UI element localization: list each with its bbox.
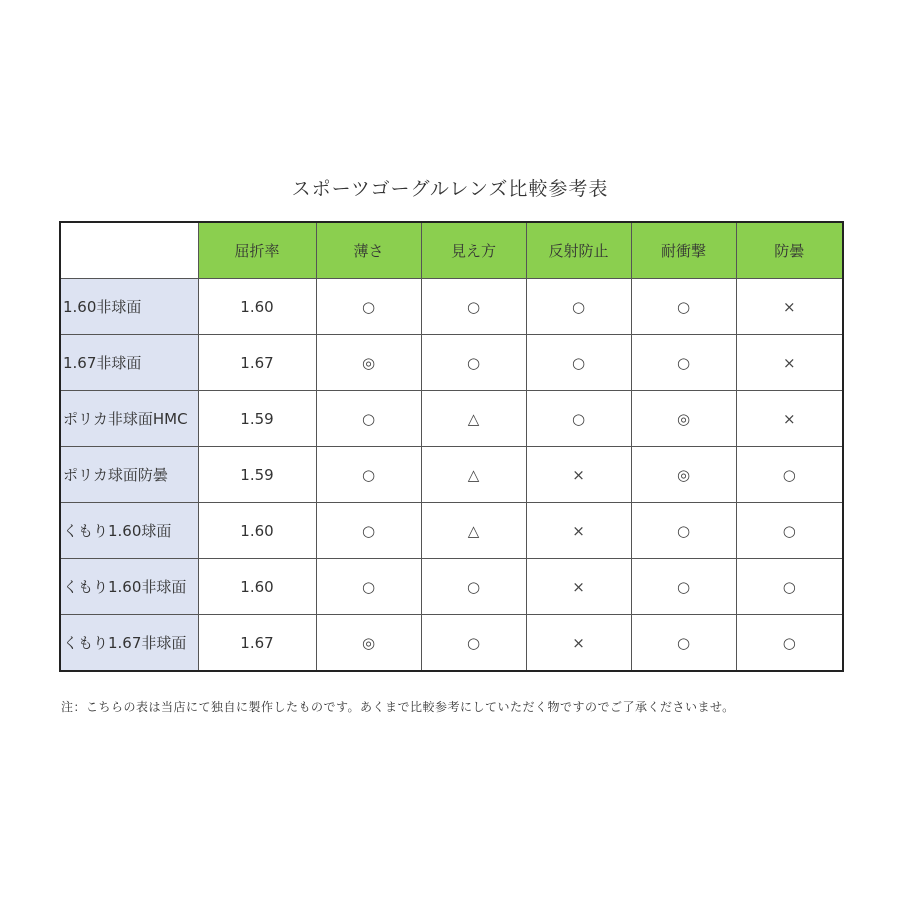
table-cell: 1.67 — [198, 335, 316, 391]
column-header-impact-resistance: 耐衝撃 — [631, 222, 736, 279]
table-row — [60, 503, 843, 559]
row-header: 1.60非球面 — [60, 279, 198, 335]
table-row — [60, 335, 843, 391]
row-header: くもり1.60非球面 — [60, 559, 198, 615]
row-header: 1.67非球面 — [60, 335, 198, 391]
row-header: くもり1.67非球面 — [60, 615, 198, 672]
lens-comparison-table — [59, 221, 844, 672]
column-header-visibility: 見え方 — [421, 222, 526, 279]
rating-cell: ○ — [736, 503, 843, 559]
table-row — [60, 279, 843, 335]
rating-cell: ○ — [316, 559, 421, 615]
rating-cell: ○ — [316, 391, 421, 447]
column-header-thinness: 薄さ — [316, 222, 421, 279]
rating-cell: ○ — [316, 503, 421, 559]
table-cell: 1.60 — [198, 279, 316, 335]
rating-cell: ○ — [316, 447, 421, 503]
column-header-refractive-index: 屈折率 — [198, 222, 316, 279]
rating-cell: ○ — [526, 335, 631, 391]
rating-cell: ○ — [736, 559, 843, 615]
rating-cell: ○ — [631, 503, 736, 559]
rating-cell: △ — [421, 447, 526, 503]
table-row — [60, 615, 843, 672]
table-row — [60, 391, 843, 447]
rating-cell: × — [736, 391, 843, 447]
table-row — [60, 447, 843, 503]
rating-cell: × — [736, 335, 843, 391]
rating-cell: ○ — [421, 335, 526, 391]
rating-cell: ○ — [736, 447, 843, 503]
row-header: くもり1.60球面 — [60, 503, 198, 559]
table-cell: 1.60 — [198, 559, 316, 615]
rating-cell: ○ — [631, 279, 736, 335]
table-cell: 1.59 — [198, 447, 316, 503]
table-cell: 1.60 — [198, 503, 316, 559]
rating-cell: ○ — [631, 335, 736, 391]
row-header: ポリカ球面防曇 — [60, 447, 198, 503]
table-title: スポーツゴーグルレンズ比較参考表 — [291, 178, 609, 200]
disclaimer-note: 注：こちらの表は当店にて独自に製作したものです。あくまで比較参考にしていただく物ですのでご了承くださいませ。 — [61, 700, 735, 714]
column-header-anti-fog: 防曇 — [736, 222, 843, 279]
rating-cell: △ — [421, 391, 526, 447]
rating-cell: × — [526, 503, 631, 559]
rating-cell: ○ — [421, 615, 526, 672]
table-cell: 1.59 — [198, 391, 316, 447]
rating-cell: ○ — [526, 391, 631, 447]
rating-cell: × — [526, 615, 631, 672]
rating-cell: × — [736, 279, 843, 335]
rating-cell: ○ — [736, 615, 843, 672]
rating-cell: ◎ — [316, 615, 421, 672]
table-row — [60, 559, 843, 615]
corner-cell — [60, 222, 198, 279]
table-cell: 1.67 — [198, 615, 316, 672]
rating-cell: × — [526, 447, 631, 503]
rating-cell: ◎ — [631, 391, 736, 447]
rating-cell: ◎ — [631, 447, 736, 503]
rating-cell: ○ — [526, 279, 631, 335]
rating-cell: ○ — [316, 279, 421, 335]
rating-cell: ○ — [421, 279, 526, 335]
column-header-anti-reflection: 反射防止 — [526, 222, 631, 279]
rating-cell: × — [526, 559, 631, 615]
rating-cell: △ — [421, 503, 526, 559]
rating-cell: ○ — [631, 559, 736, 615]
rating-cell: ○ — [421, 559, 526, 615]
rating-cell: ◎ — [316, 335, 421, 391]
table-header-row — [60, 222, 843, 279]
row-header: ポリカ非球面HMC — [60, 391, 198, 447]
rating-cell: ○ — [631, 615, 736, 672]
